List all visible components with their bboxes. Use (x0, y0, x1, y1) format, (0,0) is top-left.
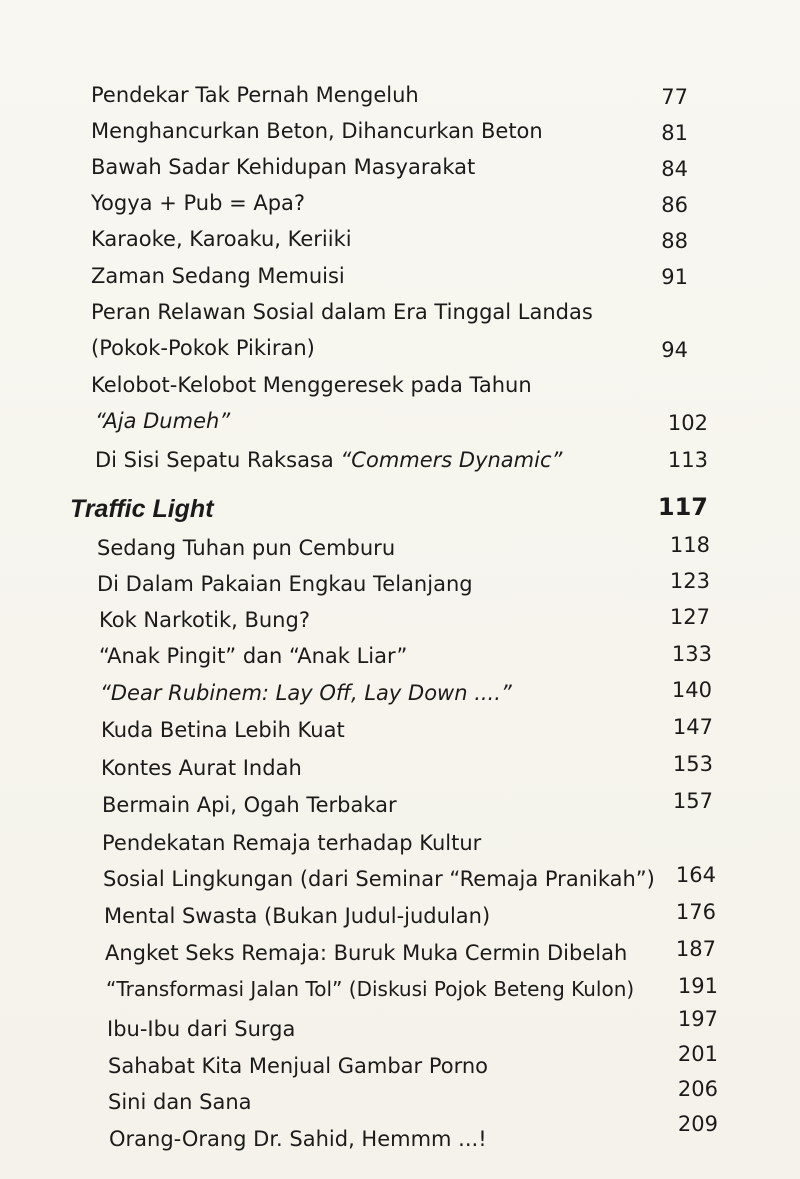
toc-entry-title: Sini dan Sana (108, 1090, 252, 1114)
toc-entry-page: 201 (677, 1042, 718, 1066)
toc-entry-page: 123 (669, 569, 710, 593)
toc-entry-page: 209 (677, 1112, 718, 1136)
toc-entry-title: Angket Seks Remaja: Buruk Muka Cermin Dibelah (105, 941, 628, 965)
toc-entry-page: 197 (677, 1007, 718, 1031)
toc-entry-title: Mental Swasta (Bukan Judul-judulan) (104, 904, 491, 928)
toc-entry-title: Di Dalam Pakaian Engkau Telanjang (97, 572, 473, 596)
section-page: 117 (657, 493, 708, 521)
toc-entry-page: 133 (671, 642, 712, 666)
toc-entry-page: 191 (677, 974, 718, 998)
toc-entry-page: 88 (661, 229, 688, 253)
toc-entry-title: Kuda Betina Lebih Kuat (101, 718, 345, 742)
toc-entry-title: (Pokok-Pokok Pikiran) (91, 336, 315, 360)
toc-entry-title: Zaman Sedang Memuisi (91, 264, 345, 288)
toc-entry-title: “Transformasi Jalan Tol” (Diskusi Pojok Beteng Kulon) (106, 977, 635, 1001)
toc-entry-page: 140 (671, 678, 712, 702)
toc-entry-title: Yogya + Pub = Apa? (91, 191, 306, 215)
toc-entry-page: 157 (672, 789, 713, 813)
toc-entry-title: Kelobot-Kelobot Menggeresek pada Tahun (91, 373, 532, 397)
toc-entry-title: Pendekar Tak Pernah Mengeluh (91, 83, 419, 107)
toc-entry-title: Bermain Api, Ogah Terbakar (102, 793, 397, 817)
toc-entry-title: Sosial Lingkungan (dari Seminar “Remaja Pranikah”) (103, 867, 655, 891)
toc-entry-title: Menghancurkan Beton, Dihancurkan Beton (91, 119, 543, 143)
toc-entry-page: 102 (667, 411, 708, 435)
toc-entry-title: “Dear Rubinem: Lay Off, Lay Down ....” (100, 681, 512, 705)
toc-entry-page: 118 (669, 533, 710, 557)
toc-entry-page: 81 (661, 121, 688, 145)
toc-entry-page: 91 (661, 265, 688, 289)
toc-entry-title: Orang-Orang Dr. Sahid, Hemmm ...! (109, 1127, 487, 1151)
toc-entry-page: 127 (669, 605, 710, 629)
toc-entry-title: Bawah Sadar Kehidupan Masyarakat (91, 155, 476, 179)
toc-entry-page: 86 (661, 193, 688, 217)
toc-entry-title: Ibu-Ibu dari Surga (107, 1017, 296, 1041)
toc-entry-title: Pendekatan Remaja terhadap Kultur (102, 831, 482, 855)
toc-entry-title: Kontes Aurat Indah (101, 756, 302, 780)
toc-entry-title: Sahabat Kita Menjual Gambar Porno (108, 1054, 489, 1078)
toc-entry-title-plain: Di Sisi Sepatu Raksasa (95, 448, 341, 472)
toc-entry-page: 176 (675, 900, 716, 924)
toc-entry-title (95, 447, 562, 473)
toc-entry-title-italic: “Commers Dynamic” (340, 448, 563, 472)
toc-entry-title: Sedang Tuhan pun Cemburu (97, 536, 396, 560)
toc-entry-page: 84 (661, 157, 688, 181)
section-title: Traffic Light (70, 495, 214, 523)
toc-entry-title: “Anak Pingit” dan “Anak Liar” (99, 644, 408, 668)
toc-entry-page: 147 (672, 715, 713, 739)
toc-entry-page: 164 (675, 863, 716, 887)
toc-entry-page: 77 (661, 85, 688, 109)
toc-entry-page: 113 (667, 448, 708, 472)
toc-entry-page: 187 (675, 937, 716, 961)
toc-entry-title: Karaoke, Karoaku, Keriiki (91, 227, 352, 251)
toc-entry-title: Peran Relawan Sosial dalam Era Tinggal Landas (91, 300, 593, 324)
toc-entry-page: 206 (677, 1077, 718, 1101)
toc-entry-title: Kok Narkotik, Bung? (99, 608, 310, 632)
toc-entry-title: “Aja Dumeh” (95, 409, 231, 433)
toc-entry-page: 153 (672, 752, 713, 776)
toc-entry-page: 94 (661, 338, 688, 362)
